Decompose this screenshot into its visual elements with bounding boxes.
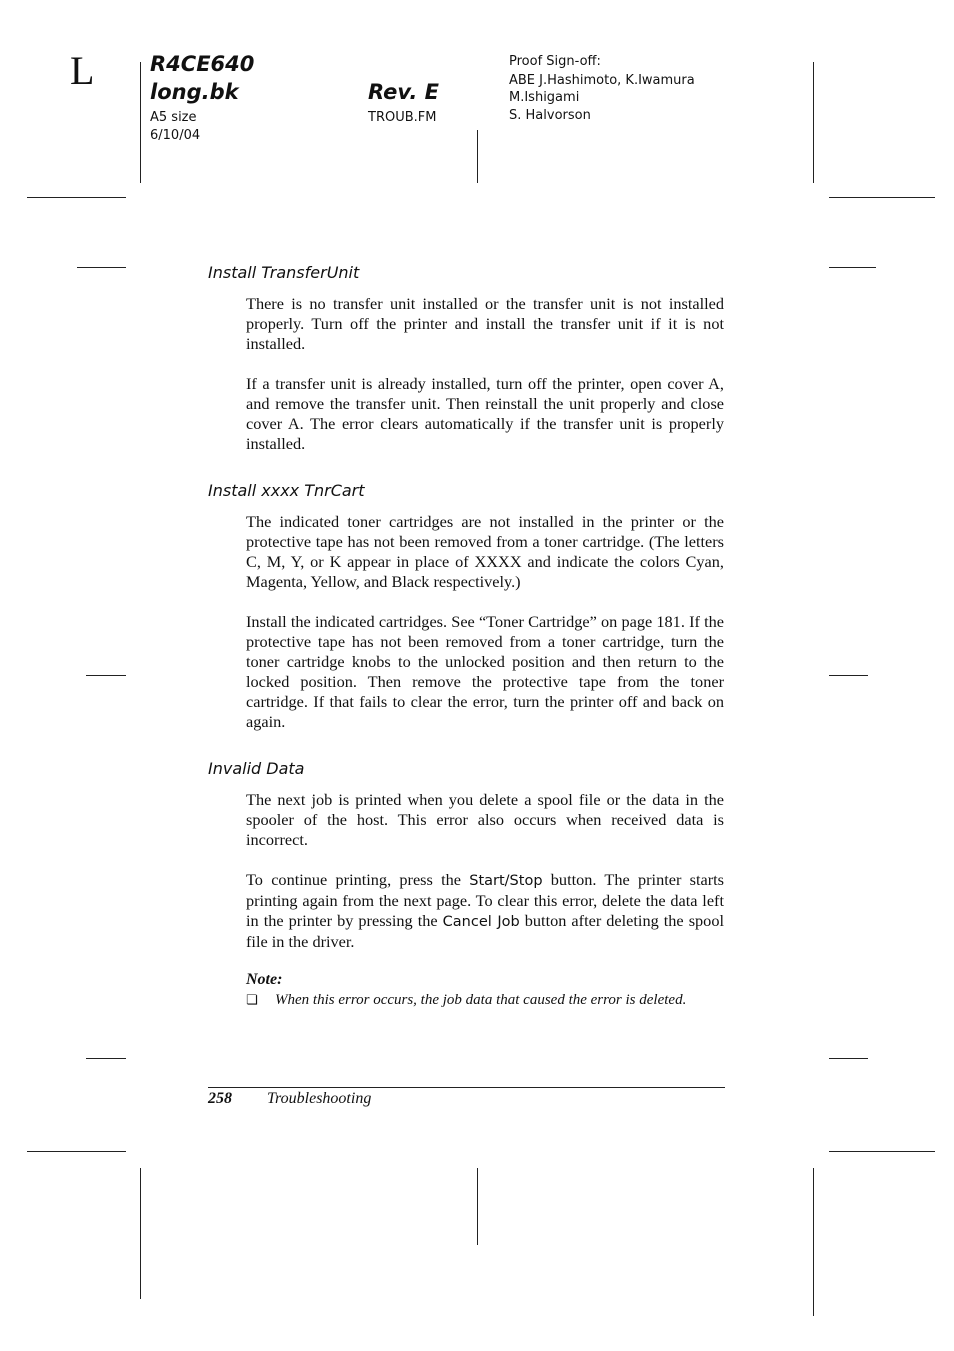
paragraph-text: To continue printing, press the xyxy=(246,870,470,889)
crop-mark-vertical xyxy=(477,1168,478,1245)
paragraph-text: button after deleting the spool file in the driver. xyxy=(246,911,724,951)
crop-mark-horizontal xyxy=(86,1058,126,1059)
crop-mark-horizontal xyxy=(27,1151,126,1152)
signoff-names: S. Halvorson xyxy=(509,108,591,123)
crop-mark-horizontal xyxy=(829,1151,935,1152)
crop-mark-horizontal xyxy=(829,267,876,268)
paper-size: A5 size xyxy=(150,110,197,125)
signoff-title: Proof Sign-off: xyxy=(509,54,601,69)
body-paragraph: The next job is printed when you delete a spool file or the data in the spooler of the host. This error also occurs when received data is incorrect. xyxy=(246,790,724,849)
document-date: 6/10/04 xyxy=(150,128,201,143)
page-number: 258 xyxy=(208,1090,232,1107)
chapter-title: Troubleshooting xyxy=(267,1090,372,1107)
section-heading: Install TransferUnit xyxy=(208,263,360,282)
paragraph-text: button. The printer starts printing again from the next page. To clear this error, delete the data left in the printer by pressing the xyxy=(246,870,724,930)
crop-mark-horizontal xyxy=(27,197,126,198)
crop-mark-vertical xyxy=(477,130,478,183)
body-paragraph: Install the indicated cartridges. See “Toner Cartridge” on page 181. If the protective tape has not been removed from a toner cartridge, turn the toner cartridge knobs to the unlocked position and then return to the locked position. Then remove the protective tape from the toner cartridge. If that fails to clear the error, turn the printer off and back on again. xyxy=(246,612,724,731)
crop-mark-horizontal xyxy=(86,675,126,676)
checkbox-bullet-icon: ❏ xyxy=(246,993,258,1008)
crop-mark-vertical xyxy=(813,1168,814,1316)
note-item xyxy=(246,992,726,1009)
crop-mark-horizontal xyxy=(829,1058,868,1059)
crop-mark-vertical xyxy=(813,62,814,183)
crop-mark-vertical xyxy=(140,62,141,183)
cancel-job-button-name: Cancel Job xyxy=(442,914,520,930)
body-paragraph: There is no transfer unit installed or the transfer unit is not installed properly. Turn off the printer and install the transfer unit if it is not installed. xyxy=(246,294,724,353)
document-file: long.bk xyxy=(150,80,239,104)
document-code: R4CE640 xyxy=(150,52,255,76)
section-heading: Install xxxx TnrCart xyxy=(208,481,365,500)
signoff-names: ABE J.Hashimoto, K.Iwamura xyxy=(509,73,695,88)
crop-mark-horizontal xyxy=(77,267,126,268)
footer-rule xyxy=(208,1087,725,1088)
body-paragraph: If a transfer unit is already installed, turn off the printer, open cover A, and remove the transfer unit. Then reinstall the unit properly and close cover A. The error clears automatically if the transfer unit is properly installed. xyxy=(246,374,724,453)
start-stop-button-name: Start/Stop xyxy=(469,873,543,889)
revision-label: Rev. E xyxy=(368,80,439,104)
body-paragraph: The indicated toner cartridges are not installed in the printer or the protective tape has not been removed from a toner cartridge. (The letters C, M, Y, or K appear in place of XXXX and indicate the colors Cyan, Magenta, Yellow, and Black respectively.) xyxy=(246,512,724,591)
corner-letter: L xyxy=(70,48,95,93)
frame-filename: TROUB.FM xyxy=(368,110,437,125)
note-label: Note: xyxy=(246,971,283,988)
section-heading: Invalid Data xyxy=(208,759,305,778)
signoff-names: M.Ishigami xyxy=(509,90,580,105)
crop-mark-horizontal xyxy=(829,197,935,198)
crop-mark-horizontal xyxy=(829,675,868,676)
note-text: When this error occurs, the job data that caused the error is deleted. xyxy=(275,992,687,1008)
body-paragraph xyxy=(246,870,724,952)
crop-mark-vertical xyxy=(140,1168,141,1299)
